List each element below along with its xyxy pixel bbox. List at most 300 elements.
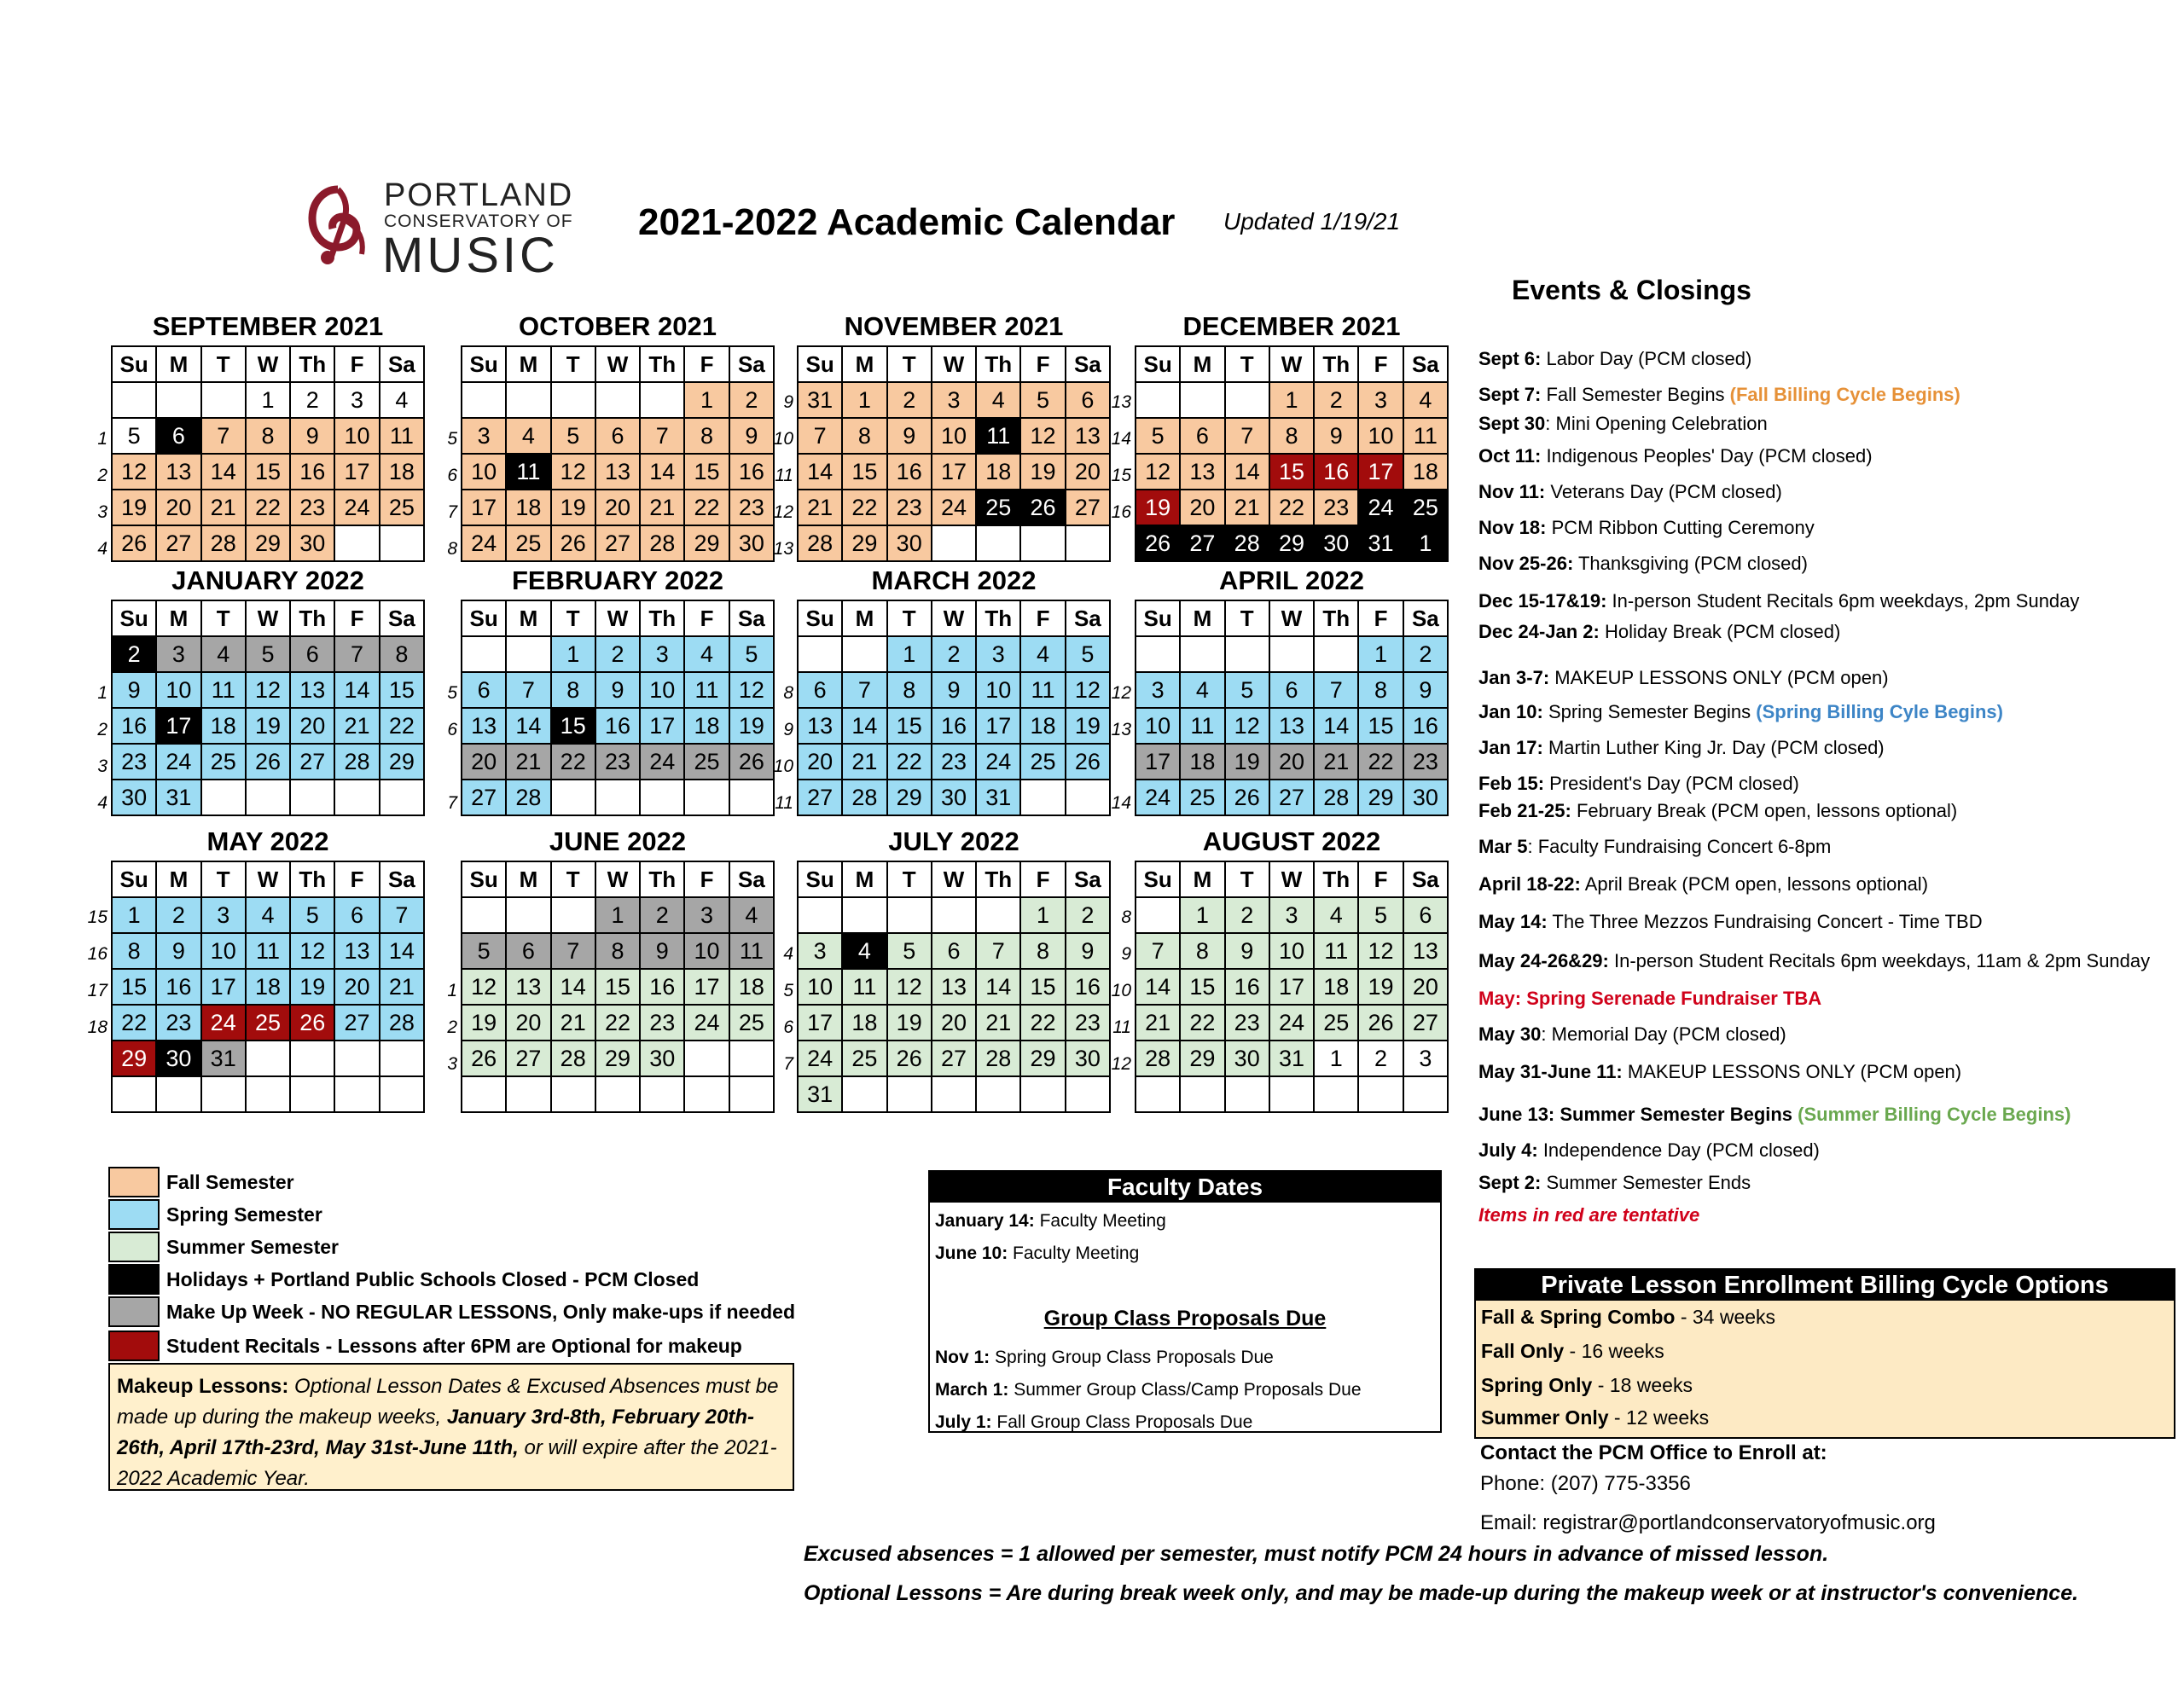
day-cell: 11 (201, 672, 246, 708)
billing-option-name: Fall Only (1481, 1340, 1565, 1362)
day-cell: 23 (1403, 744, 1448, 780)
day-cell (798, 636, 842, 672)
legend-item (108, 1232, 808, 1262)
day-cell: 4 (506, 418, 550, 454)
event-item (1478, 911, 1983, 933)
weekday-header: T (1225, 600, 1269, 636)
day-cell: 15 (380, 672, 424, 708)
month-title: JUNE 2022 (549, 826, 687, 856)
day-cell: 21 (334, 708, 379, 744)
event-item (1478, 1204, 1699, 1226)
event-date: Jan 3-7: (1478, 667, 1550, 688)
week-number: 13 (1111, 392, 1131, 412)
day-cell: 29 (112, 1041, 156, 1076)
day-cell: 19 (462, 1005, 506, 1041)
event-date: Oct 11: (1478, 445, 1542, 467)
day-cell: 17 (462, 490, 506, 525)
day-cell: 1 (842, 382, 886, 418)
weekday-header: Su (112, 861, 156, 897)
week-number: 17 (87, 981, 107, 1000)
day-cell: 18 (246, 969, 290, 1005)
day-cell: 25 (1314, 1005, 1358, 1041)
day-cell: 7 (798, 418, 842, 454)
event-item (1478, 348, 1751, 370)
day-cell: 19 (551, 490, 595, 525)
day-cell: 31 (798, 382, 842, 418)
month-table (1135, 600, 1449, 816)
weekday-header: W (1269, 600, 1314, 636)
day-cell (290, 1041, 334, 1076)
day-cell (595, 1076, 640, 1112)
day-cell: 15 (1020, 969, 1065, 1005)
day-cell: 9 (1314, 418, 1358, 454)
day-cell: 23 (640, 1005, 684, 1041)
day-cell: 24 (640, 744, 684, 780)
day-cell: 9 (595, 672, 640, 708)
weekday-header: F (1020, 861, 1065, 897)
day-cell: 23 (729, 490, 774, 525)
day-cell: 5 (729, 636, 774, 672)
event-date: Mar 5 (1478, 836, 1528, 857)
day-cell: 11 (506, 454, 550, 490)
day-cell: 10 (1269, 933, 1314, 969)
day-cell: 14 (506, 708, 550, 744)
day-cell: 8 (551, 672, 595, 708)
legend-item (108, 1167, 808, 1197)
weekday-header: Th (290, 346, 334, 382)
billing-cycle-note: (Summer Billing Cycle Begins) (1798, 1104, 2071, 1125)
day-cell: 5 (1066, 636, 1110, 672)
billing-options-title: Private Lesson Enrollment Billing Cycle Options (1476, 1270, 2174, 1301)
day-cell: 17 (976, 708, 1020, 744)
day-cell (334, 1041, 379, 1076)
day-cell: 5 (1020, 382, 1065, 418)
day-cell: 14 (334, 672, 379, 708)
day-cell: 15 (595, 969, 640, 1005)
month-table (1135, 861, 1449, 1113)
event-date: Nov 25-26: (1478, 553, 1574, 574)
day-cell (887, 1076, 932, 1112)
makeup-note-label: Makeup Lessons: (117, 1375, 289, 1398)
day-cell: 7 (201, 418, 246, 454)
day-cell (334, 1076, 379, 1112)
day-cell (684, 1041, 729, 1076)
faculty-item (935, 1211, 1166, 1232)
day-cell: 15 (1180, 969, 1224, 1005)
day-cell: 7 (842, 672, 886, 708)
week-number: 6 (447, 466, 457, 485)
day-cell (887, 897, 932, 933)
day-cell (156, 382, 200, 418)
day-cell: 1 (551, 636, 595, 672)
weekday-header: Su (462, 346, 506, 382)
weekday-header: Th (976, 600, 1020, 636)
day-cell: 23 (932, 744, 976, 780)
day-cell (729, 780, 774, 815)
month-calendar (773, 565, 1111, 816)
day-cell: 12 (290, 933, 334, 969)
day-cell: 20 (334, 969, 379, 1005)
day-cell: 18 (201, 708, 246, 744)
day-cell (1225, 382, 1269, 418)
day-cell (842, 897, 886, 933)
day-cell: 30 (932, 780, 976, 815)
event-date: Nov 18: (1478, 517, 1547, 538)
day-cell: 24 (1269, 1005, 1314, 1041)
event-date: Sept 2: (1478, 1172, 1542, 1193)
day-cell: 23 (595, 744, 640, 780)
day-cell (932, 897, 976, 933)
event-text: Veterans Day (PCM closed) (1545, 481, 1782, 502)
event-text: MAKEUP LESSONS ONLY (PCM open) (1549, 667, 1889, 688)
day-cell: 30 (1314, 525, 1358, 561)
day-cell: 12 (1020, 418, 1065, 454)
day-cell: 7 (551, 933, 595, 969)
day-cell: 21 (380, 969, 424, 1005)
proposal-item-date: March 1: (935, 1380, 1009, 1400)
week-number: 8 (783, 683, 793, 703)
day-cell: 1 (1020, 897, 1065, 933)
week-number: 8 (1121, 907, 1131, 927)
day-cell (595, 780, 640, 815)
day-cell: 16 (290, 454, 334, 490)
day-cell (1020, 780, 1065, 815)
week-number: 5 (447, 683, 457, 703)
day-cell: 13 (595, 454, 640, 490)
week-number: 11 (775, 466, 793, 485)
day-cell: 2 (1066, 897, 1110, 933)
day-cell (506, 897, 550, 933)
weekday-header: W (595, 600, 640, 636)
day-cell: 6 (506, 933, 550, 969)
event-item (1478, 800, 1957, 822)
day-cell: 3 (684, 897, 729, 933)
day-cell: 10 (334, 418, 379, 454)
week-number: 10 (1111, 981, 1131, 1000)
day-cell: 23 (156, 1005, 200, 1041)
week-number: 1 (97, 683, 107, 703)
day-cell: 9 (729, 418, 774, 454)
day-cell: 15 (551, 708, 595, 744)
event-text: PCM Ribbon Cutting Ceremony (1546, 517, 1815, 538)
day-cell: 3 (1269, 897, 1314, 933)
legend-label: Fall Semester (166, 1171, 294, 1193)
day-cell (684, 780, 729, 815)
day-cell: 3 (462, 418, 506, 454)
day-cell (1020, 1076, 1065, 1112)
week-number: 10 (773, 429, 793, 449)
day-cell: 27 (1180, 525, 1224, 561)
event-date: April 18-22: (1478, 873, 1581, 895)
day-cell: 15 (1358, 708, 1403, 744)
week-number: 11 (775, 793, 793, 813)
proposal-item (935, 1412, 1252, 1433)
month-calendar (1111, 826, 1449, 1113)
day-cell: 10 (798, 969, 842, 1005)
day-cell: 25 (380, 490, 424, 525)
day-cell: 22 (380, 708, 424, 744)
event-text: Labor Day (PCM closed) (1541, 348, 1752, 369)
week-number: 6 (447, 720, 457, 739)
weekday-header: Sa (729, 600, 774, 636)
event-text: Independence Day (PCM closed) (1537, 1139, 1820, 1161)
day-cell: 5 (887, 933, 932, 969)
week-number: 9 (783, 720, 793, 739)
day-cell: 4 (1020, 636, 1065, 672)
day-cell: 13 (334, 933, 379, 969)
proposal-item-text: Fall Group Class Proposals Due (991, 1412, 1253, 1432)
day-cell: 3 (798, 933, 842, 969)
weekday-header: Th (976, 861, 1020, 897)
week-number: 5 (783, 981, 793, 1000)
legend-label: Student Recitals - Lessons after 6PM are Optional for makeup (166, 1335, 742, 1357)
legend-swatch (108, 1296, 160, 1327)
day-cell (1403, 1076, 1448, 1112)
weekday-header: T (201, 346, 246, 382)
day-cell: 8 (1269, 418, 1314, 454)
day-cell (1066, 525, 1110, 561)
day-cell: 2 (1358, 1041, 1403, 1076)
event-date: Sept 6: (1478, 348, 1542, 369)
event-text: Items in red are tentative (1478, 1204, 1700, 1226)
day-cell: 11 (1180, 708, 1224, 744)
day-cell: 8 (842, 418, 886, 454)
day-cell: 8 (112, 933, 156, 969)
day-cell: 21 (640, 490, 684, 525)
day-cell: 27 (932, 1041, 976, 1076)
day-cell: 15 (1269, 454, 1314, 490)
day-cell: 11 (246, 933, 290, 969)
weekday-header: F (334, 346, 379, 382)
day-cell: 19 (1358, 969, 1403, 1005)
day-cell: 24 (156, 744, 200, 780)
day-cell: 1 (1403, 525, 1448, 561)
billing-option (1481, 1406, 1709, 1429)
day-cell (380, 1041, 424, 1076)
legend-label: Summer Semester (166, 1236, 339, 1258)
event-item (1478, 988, 1821, 1010)
day-cell: 9 (932, 672, 976, 708)
day-cell: 6 (156, 418, 200, 454)
legend-swatch (108, 1167, 160, 1197)
day-cell: 29 (1358, 780, 1403, 815)
day-cell: 28 (506, 780, 550, 815)
week-number: 1 (447, 981, 457, 1000)
day-cell: 30 (729, 525, 774, 561)
week-number: 9 (783, 392, 793, 412)
day-cell: 18 (1020, 708, 1065, 744)
legend-swatch (108, 1264, 160, 1295)
makeup-note-dates: January 3rd-8th, February 20th-26th, April 17th-23rd, May 31st-June 11th, (117, 1406, 755, 1459)
month-table (797, 861, 1111, 1113)
day-cell: 27 (595, 525, 640, 561)
weekday-header: F (1020, 346, 1065, 382)
day-cell: 12 (462, 969, 506, 1005)
day-cell: 22 (1180, 1005, 1224, 1041)
faculty-item-text: Faculty Meeting (1034, 1211, 1166, 1231)
day-cell: 1 (684, 382, 729, 418)
day-cell: 9 (640, 933, 684, 969)
day-cell (1314, 636, 1358, 672)
legend-item (108, 1296, 808, 1327)
proposal-item-date: July 1: (935, 1412, 992, 1432)
day-cell (595, 382, 640, 418)
day-cell: 31 (156, 780, 200, 815)
day-cell: 7 (334, 636, 379, 672)
weekday-header: Sa (1403, 346, 1448, 382)
weekday-header: W (932, 861, 976, 897)
weekday-header: M (156, 600, 200, 636)
day-cell: 25 (976, 490, 1020, 525)
day-cell: 19 (246, 708, 290, 744)
day-cell: 26 (462, 1041, 506, 1076)
legend-label: Spring Semester (166, 1203, 322, 1226)
day-cell: 17 (798, 1005, 842, 1041)
month-table (1135, 345, 1449, 562)
faculty-dates-box (928, 1170, 1442, 1433)
day-cell (462, 1076, 506, 1112)
day-cell: 10 (201, 933, 246, 969)
weekday-header: T (887, 346, 932, 382)
weekday-header: T (551, 600, 595, 636)
day-cell: 18 (842, 1005, 886, 1041)
event-item (1478, 413, 1768, 435)
day-cell (1180, 382, 1224, 418)
day-cell (462, 897, 506, 933)
day-cell: 12 (1225, 708, 1269, 744)
weekday-header: W (595, 861, 640, 897)
day-cell: 11 (1020, 672, 1065, 708)
weekday-header: Th (976, 346, 1020, 382)
weekday-header: Th (290, 861, 334, 897)
day-cell (1136, 636, 1180, 672)
event-item (1478, 873, 1928, 896)
contact-email[interactable]: Email: registrar@portlandconservatoryofmusic.org (1480, 1511, 1936, 1534)
day-cell: 8 (887, 672, 932, 708)
day-cell: 7 (976, 933, 1020, 969)
day-cell: 27 (1066, 490, 1110, 525)
faculty-item-text: Faculty Meeting (1008, 1244, 1140, 1263)
day-cell: 6 (798, 672, 842, 708)
event-item (1478, 701, 2003, 723)
day-cell: 4 (1403, 382, 1448, 418)
weekday-header: M (842, 861, 886, 897)
weekday-header: W (246, 600, 290, 636)
weekday-header: W (246, 861, 290, 897)
week-number: 14 (1111, 793, 1131, 813)
weekday-header: F (684, 346, 729, 382)
day-cell: 24 (201, 1005, 246, 1041)
day-cell: 12 (729, 672, 774, 708)
weekday-header: Sa (1066, 861, 1110, 897)
day-cell (334, 780, 379, 815)
event-item (1478, 667, 1889, 689)
billing-option-name: Summer Only (1481, 1406, 1609, 1429)
day-cell: 30 (887, 525, 932, 561)
day-cell: 9 (1066, 933, 1110, 969)
day-cell: 17 (201, 969, 246, 1005)
day-cell: 12 (551, 454, 595, 490)
day-cell: 20 (156, 490, 200, 525)
day-cell: 16 (595, 708, 640, 744)
faculty-dates-title: Faculty Dates (930, 1172, 1440, 1203)
week-number: 10 (773, 757, 793, 776)
day-cell (729, 1041, 774, 1076)
weekday-header: F (1020, 600, 1065, 636)
day-cell: 13 (1180, 454, 1224, 490)
month-table (797, 600, 1111, 816)
day-cell (506, 636, 550, 672)
week-number: 4 (783, 944, 793, 964)
day-cell: 19 (887, 1005, 932, 1041)
weekday-header: W (246, 346, 290, 382)
day-cell: 19 (1066, 708, 1110, 744)
event-text: The Three Mezzos Fundraising Concert - Time TBD (1547, 911, 1983, 932)
day-cell: 28 (334, 744, 379, 780)
day-cell: 10 (976, 672, 1020, 708)
day-cell: 25 (1180, 780, 1224, 815)
legend-item (108, 1199, 808, 1230)
day-cell: 21 (1136, 1005, 1180, 1041)
day-cell: 27 (798, 780, 842, 815)
day-cell: 14 (1225, 454, 1269, 490)
day-cell: 12 (1066, 672, 1110, 708)
day-cell: 7 (506, 672, 550, 708)
treble-clef-logo-icon (305, 184, 370, 266)
day-cell: 22 (551, 744, 595, 780)
day-cell: 4 (729, 897, 774, 933)
day-cell: 20 (1066, 454, 1110, 490)
day-cell: 29 (887, 780, 932, 815)
day-cell: 11 (976, 418, 1020, 454)
day-cell (1358, 1076, 1403, 1112)
day-cell (551, 780, 595, 815)
week-number: 2 (97, 466, 107, 485)
day-cell: 7 (1225, 418, 1269, 454)
weekday-header: T (1225, 861, 1269, 897)
day-cell (112, 1076, 156, 1112)
day-cell (551, 897, 595, 933)
event-date: Dec 15-17&19: (1478, 590, 1607, 612)
day-cell: 12 (887, 969, 932, 1005)
day-cell: 15 (684, 454, 729, 490)
day-cell (551, 382, 595, 418)
event-text: President's Day (PCM closed) (1544, 773, 1799, 794)
week-number: 8 (447, 539, 457, 559)
month-table (461, 345, 775, 562)
weekday-header: T (201, 861, 246, 897)
weekday-header: F (1358, 346, 1403, 382)
day-cell: 10 (156, 672, 200, 708)
day-cell (1136, 382, 1180, 418)
billing-cycle-note: (Fall Billing Cycle Begins) (1729, 384, 1960, 405)
month-title: FEBRUARY 2022 (511, 565, 724, 595)
day-cell: 23 (1314, 490, 1358, 525)
day-cell: 19 (1225, 744, 1269, 780)
day-cell (1225, 1076, 1269, 1112)
day-cell (112, 382, 156, 418)
day-cell: 6 (1066, 382, 1110, 418)
day-cell: 27 (156, 525, 200, 561)
day-cell: 20 (1180, 490, 1224, 525)
day-cell: 19 (729, 708, 774, 744)
day-cell: 13 (156, 454, 200, 490)
day-cell: 4 (1314, 897, 1358, 933)
day-cell: 21 (798, 490, 842, 525)
day-cell: 4 (380, 382, 424, 418)
event-date: Feb 15: (1478, 773, 1545, 794)
event-item (1478, 445, 1873, 467)
